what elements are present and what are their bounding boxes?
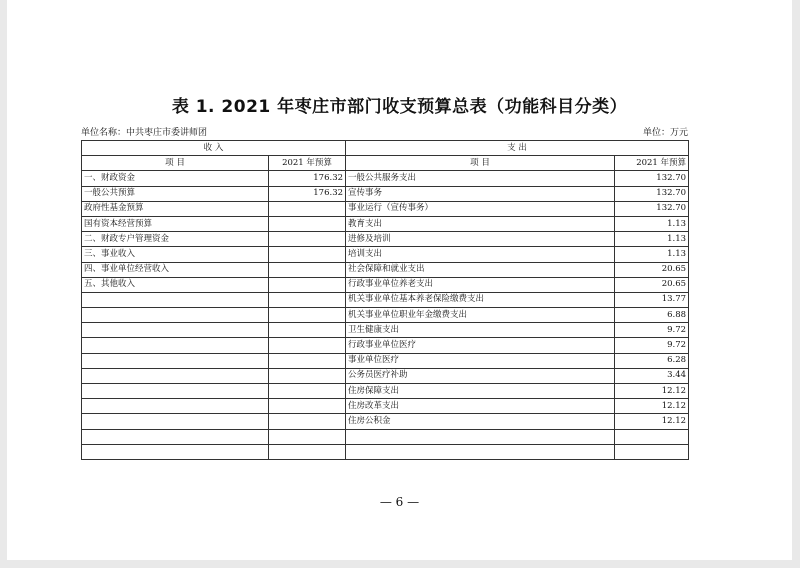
income-value-cell: 176.32 [269,171,346,186]
table-row [82,444,689,459]
expense-item-cell: 行政事业单位养老支出 [346,277,615,292]
table-row [82,353,689,368]
income-value-cell [269,338,346,353]
income-value-cell [269,414,346,429]
expense-value-cell: 20.65 [615,262,689,277]
expense-item-cell: 住房改革支出 [346,399,615,414]
income-value-cell [269,201,346,216]
expense-value-cell: 132.70 [615,171,689,186]
table-row [82,429,689,444]
expense-item-cell: 一般公共服务支出 [346,171,615,186]
income-item-cell: 三、事业收入 [82,247,269,262]
income-value-cell [269,384,346,399]
expense-value-cell: 1.13 [615,232,689,247]
expense-item-cell: 住房公积金 [346,414,615,429]
expense-value-cell: 6.28 [615,353,689,368]
income-item-cell [82,338,269,353]
expense-item-cell: 社会保障和就业支出 [346,262,615,277]
table-row [82,216,689,231]
expense-item-cell: 公务员医疗补助 [346,368,615,383]
table-row [82,232,689,247]
expense-value-cell: 132.70 [615,186,689,201]
income-value-cell [269,232,346,247]
expense-item-cell [346,444,615,459]
table-row [82,247,689,262]
income-value-cell [269,308,346,323]
expense-value-cell: 13.77 [615,292,689,307]
income-value-cell [269,292,346,307]
income-value-cell [269,399,346,414]
page-number: — 6 — [379,495,420,509]
expense-item-cell: 机关事业单位职业年金缴费支出 [346,308,615,323]
income-item-cell [82,368,269,383]
table-row [82,399,689,414]
expense-value-cell [615,429,689,444]
income-item-cell [82,323,269,338]
table-row [82,292,689,307]
table-row [82,338,689,353]
expense-item-cell: 卫生健康支出 [346,323,615,338]
expense-item-cell: 行政事业单位医疗 [346,338,615,353]
table-title: 表 1. 2021 年枣庄市部门收支预算总表（功能科目分类） [171,97,628,117]
expense-item-cell: 事业单位医疗 [346,353,615,368]
income-value-cell [269,368,346,383]
table-row [82,201,689,216]
income-item-cell: 四、事业单位经营收入 [82,262,269,277]
income-value-cell [269,323,346,338]
income-item-cell: 国有资本经营预算 [82,216,269,231]
expense-item-cell: 宣传事务 [346,186,615,201]
income-header: 收 入 [82,141,346,156]
expense-item-cell: 事业运行（宣传事务） [346,201,615,216]
expense-value-cell: 1.13 [615,216,689,231]
table-row [82,384,689,399]
expense-item-cell: 进修及培训 [346,232,615,247]
expense-item-cell: 培训支出 [346,247,615,262]
document-page [7,0,792,560]
income-value-cell [269,353,346,368]
expense-value-cell: 12.12 [615,384,689,399]
income-value-cell [269,262,346,277]
expense-value-cell: 20.65 [615,277,689,292]
income-value-cell [269,216,346,231]
table-row [82,368,689,383]
unit-name: 单位名称：中共枣庄市委讲师团 [81,128,208,138]
income-value-cell [269,247,346,262]
income-item-cell [82,384,269,399]
expense-item-cell: 住房保障支出 [346,384,615,399]
header-row-columns [82,156,689,171]
income-item-cell [82,429,269,444]
income-item-cell: 一般公共预算 [82,186,269,201]
income-item-header: 项 目 [82,156,269,171]
income-value-cell [269,277,346,292]
table-row [82,262,689,277]
budget-table [81,140,689,460]
expense-item-cell [346,429,615,444]
expense-value-cell: 132.70 [615,201,689,216]
expense-value-cell: 6.88 [615,308,689,323]
table-row [82,186,689,201]
income-item-cell [82,308,269,323]
income-value-cell [269,444,346,459]
expense-item-cell: 教育支出 [346,216,615,231]
expense-value-cell [615,444,689,459]
income-item-cell [82,353,269,368]
header-row-sections [82,141,689,156]
income-item-cell: 五、其他收入 [82,277,269,292]
expense-item-cell: 机关事业单位基本养老保险缴费支出 [346,292,615,307]
table-row [82,414,689,429]
income-item-cell: 一、财政资金 [82,171,269,186]
income-value-cell: 176.32 [269,186,346,201]
income-item-cell [82,292,269,307]
income-value-cell [269,429,346,444]
expense-value-cell: 9.72 [615,323,689,338]
table-row [82,171,689,186]
income-item-cell [82,399,269,414]
unit-label: 单位：万元 [642,128,688,138]
expense-header: 支 出 [346,141,689,156]
table-row [82,308,689,323]
expense-budget-header: 2021 年预算 [615,156,689,171]
income-item-cell: 政府性基金预算 [82,201,269,216]
expense-value-cell: 3.44 [615,368,689,383]
income-item-cell [82,414,269,429]
expense-value-cell: 1.13 [615,247,689,262]
expense-value-cell: 12.12 [615,399,689,414]
expense-value-cell: 12.12 [615,414,689,429]
expense-value-cell: 9.72 [615,338,689,353]
income-item-cell [82,444,269,459]
table-row [82,323,689,338]
income-budget-header: 2021 年预算 [269,156,346,171]
expense-item-header: 项 目 [346,156,615,171]
table-row [82,277,689,292]
income-item-cell: 二、财政专户管理资金 [82,232,269,247]
